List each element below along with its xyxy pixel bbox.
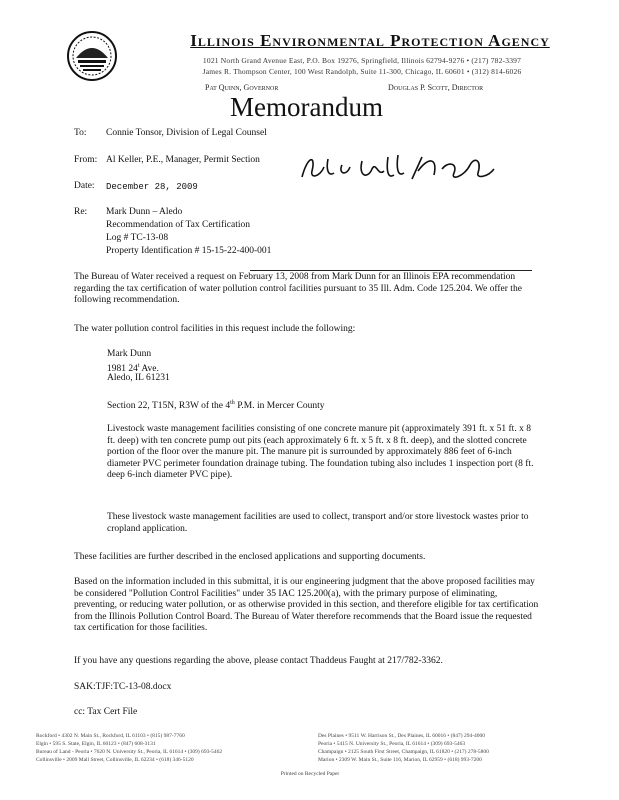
re-label: Re: (74, 207, 88, 217)
governor-name: Pat Quinn, Governor (205, 83, 279, 92)
paragraph-enclosed: These facilities are further described in the enclosed applications and supporting documents. (74, 552, 426, 562)
date-label: Date: (74, 181, 95, 191)
paragraph-facilities-intro: The water pollution control facilities in this request include the following: (74, 324, 356, 334)
footer-left-offices: Rockford • 4302 N. Main St., Rockford, IL 61103 • (815) 987-7760 Elgin • 595 S. State, Elgin, IL 60123 • (847) 608-3131 Bureau of Land - Peoria • 7620 N. University St., Peoria, IL 61614 • (309) 693-5462 Collinsville • 2009 Mall Street, Collinsville, IL 62234 • (618) 346-5120 (36, 733, 223, 763)
paragraph-judgment: Based on the information included in this submittal, it is our engineering judgment that the above proposed facilities may be considered "Pollution Control Facilities" under 35 IAC 125.200(a), with the primary purpose of eliminating, preventing, or reducing water pollution, or as otherwise provided in this section, and therefore eligible for tax certification from the Illinois Pollution Control Board. The Bureau of Water therefore recommends that the Board issue the requested tax certification for those facilities. (74, 577, 539, 633)
reference-initials: SAK:TJF:TC-13-08.docx (74, 682, 172, 692)
re-line-4: Property Identification # 15-15-22-400-001 (106, 246, 272, 256)
paragraph-request: The Bureau of Water received a request on February 13, 2008 from Mark Dunn for an Illinois EPA recommendation regarding the tax certification of water pollution control facilities pursuant to 35 Ill. Adm. Code 125.204. We offer the following recommendation. (74, 272, 522, 305)
memo-title: Memorandum (230, 92, 383, 122)
owner-name: Mark Dunn (107, 349, 152, 359)
re-line-1: Mark Dunn – Aledo (106, 207, 183, 217)
paragraph-facility-description: Livestock waste management facilities consisting of one concrete manure pit (approximately 391 ft. x 51 ft. x 8 ft. deep) with ten concrete pump out pits (each approximately 6 ft. x 5 ft. x 8 ft. deep), and the slotted concrete portion of the floor over the manure pit. The manure pit is surrounded by approximately 886 feet of 6-inch diameter PVC perimeter foundation drainage tubing. The foundation tubing also includes 1 inspection port (8 ft. deep 6-inch diameter PVC pipe). (107, 424, 534, 480)
owner-city: Aledo, IL 61231 (107, 373, 170, 383)
handwritten-signature (298, 147, 498, 189)
date-value: December 28, 2009 (106, 182, 198, 192)
director-name: Douglas P. Scott, Director (388, 83, 484, 92)
re-line-2: Recommendation of Tax Certification (106, 220, 250, 230)
to-label: To: (74, 128, 87, 138)
agency-seal-logo (66, 30, 118, 82)
from-label: From: (74, 155, 98, 165)
address-line-2: James R. Thompson Center, 100 West Randolph, Suite 11-300, Chicago, IL 60601 • (312) 814-6026 (202, 67, 522, 76)
separator-line (250, 270, 532, 271)
paragraph-contact: If you have any questions regarding the above, please contact Thaddeus Faught at 217/782-3362. (74, 656, 443, 666)
from-value: Al Keller, P.E., Manager, Permit Section (106, 155, 260, 165)
re-line-3: Log # TC-13-08 (106, 233, 169, 243)
address-line-1: 1021 North Grand Avenue East, P.O. Box 19276, Springfield, Illinois 62794-9276 • (217) 782-3397 (202, 56, 522, 65)
footer-right-offices: Des Plaines • 9511 W. Harrison St., Des Plaines, IL 60016 • (847) 294-4000 Peoria • 5415 N. University St., Peoria, IL 61614 • (309) 693-5463 Champaign • 2125 South First Street, Champaign, IL 61820 • (217) 278-5800 Marion • 2309 W. Main St., Suite 116, Marion, IL 62959 • (618) 993-7200 (318, 733, 489, 763)
cc-line: cc: Tax Cert File (74, 707, 138, 717)
to-value: Connie Tonsor, Division of Legal Counsel (106, 128, 267, 138)
section-location: Section 22, T15N, R3W of the 4th P.M. in Mercer County (107, 400, 325, 412)
paragraph-facility-use: These livestock waste management facilities are used to collect, transport and/or store livestock wastes prior to cropland application. (107, 512, 529, 534)
owner-street: 1981 24$^t$ Ave. (107, 363, 159, 375)
agency-name: Illinois Environmental Protection Agency (190, 31, 550, 50)
recycled-paper-note: Printed on Recycled Paper (280, 771, 340, 777)
